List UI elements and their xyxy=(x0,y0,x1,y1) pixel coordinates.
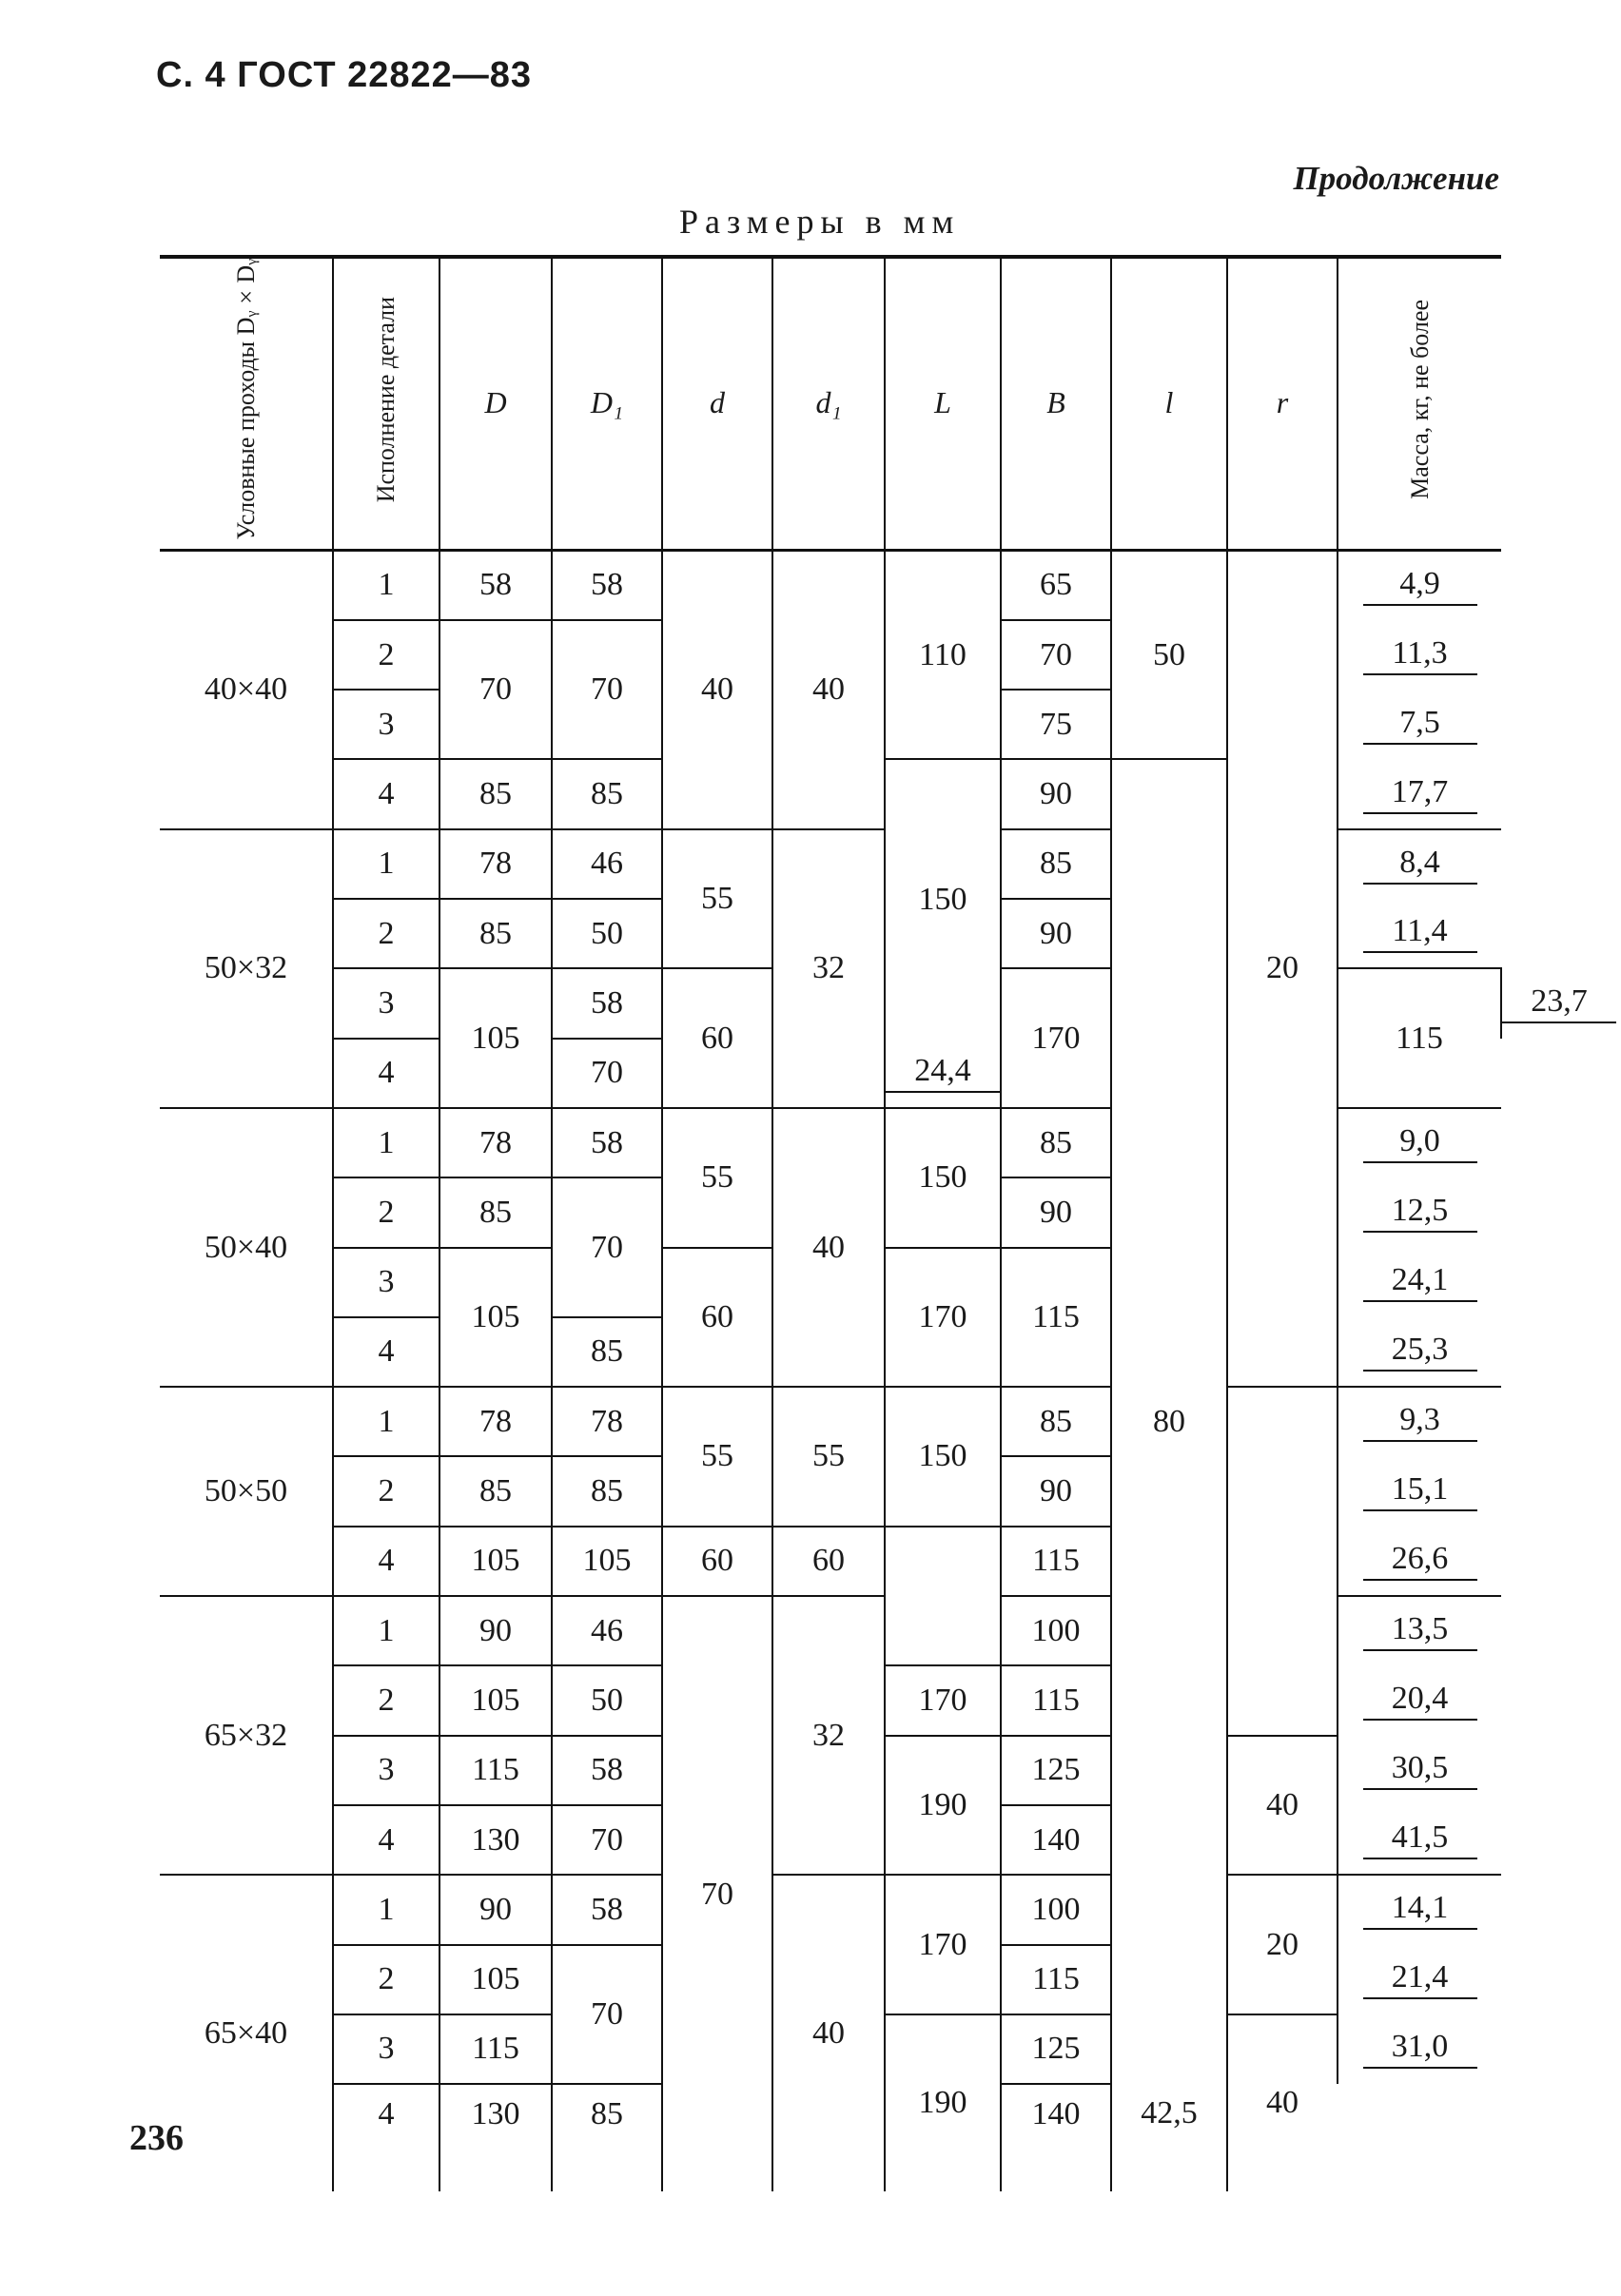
col-header-B: B xyxy=(1001,257,1111,550)
B-cell: 70 xyxy=(1001,620,1111,690)
mass-cell: 9,0 xyxy=(1338,1108,1501,1177)
L-cell: 150 xyxy=(885,759,1001,1038)
dn-cell: 50×40 xyxy=(160,1108,333,1387)
D-cell: 105 xyxy=(439,1248,552,1388)
variant-cell: 1 xyxy=(333,1875,439,1944)
B-cell: 90 xyxy=(1001,1177,1111,1247)
D1-cell: 58 xyxy=(552,1875,662,1944)
mass-cell: 25,3 xyxy=(1338,1317,1501,1387)
D-cell: 90 xyxy=(439,1596,552,1665)
variant-cell: 2 xyxy=(333,1456,439,1526)
continuation-label: Продолжение xyxy=(1293,160,1499,197)
table-row xyxy=(160,1736,1616,1805)
B-cell: 85 xyxy=(1001,1108,1111,1177)
D-cell: 85 xyxy=(439,899,552,968)
mass-cell: 14,1 xyxy=(1338,1875,1501,1944)
D1-cell: 70 xyxy=(552,1805,662,1875)
D1-cell: 70 xyxy=(552,1039,662,1108)
variant-cell: 2 xyxy=(333,899,439,968)
col-header-D: D xyxy=(439,257,552,550)
mass-cell: 30,5 xyxy=(1338,1736,1501,1805)
page-header: С. 4 ГОСТ 22822—83 xyxy=(156,55,533,95)
D-cell: 105 xyxy=(439,1945,552,2014)
B-cell: 85 xyxy=(1001,829,1111,899)
d-cell: 55 xyxy=(662,1387,772,1527)
D-cell: 85 xyxy=(439,759,552,828)
D-cell: 105 xyxy=(439,1527,552,1596)
r-cell xyxy=(1227,1387,1338,1735)
r-cell: 20 xyxy=(1227,1875,1338,2014)
col-header-r: r xyxy=(1227,257,1338,550)
mass-cell: 4,9 xyxy=(1338,550,1501,620)
variant-cell: 1 xyxy=(333,1387,439,1456)
mass-cell: 23,7 xyxy=(1501,968,1616,1038)
variant-cell: 4 xyxy=(333,1527,439,1596)
mass-cell: 8,4 xyxy=(1338,829,1501,899)
B-cell: 115 xyxy=(1001,1527,1111,1596)
D1-cell: 85 xyxy=(552,1317,662,1387)
d-cell: 40 xyxy=(662,550,772,829)
D-cell: 85 xyxy=(439,1177,552,1247)
r-cell: 40 xyxy=(1227,1736,1338,1876)
D1-cell: 46 xyxy=(552,829,662,899)
units-caption: Размеры в мм xyxy=(679,203,961,241)
d-cell: 55 xyxy=(662,1108,772,1248)
mass-cell: 12,5 xyxy=(1338,1177,1501,1247)
col-header-d: d xyxy=(662,257,772,550)
mass-cell: 15,1 xyxy=(1338,1456,1501,1526)
D1-cell: 46 xyxy=(552,1596,662,1665)
mass-cell: 31,0 xyxy=(1338,2014,1501,2084)
variant-cell: 3 xyxy=(333,968,439,1038)
dn-cell: 65×40 xyxy=(160,1875,333,2191)
l-cell: 80 xyxy=(1111,759,1227,2084)
B-cell: 100 xyxy=(1001,1596,1111,1665)
B-cell: 90 xyxy=(1001,759,1111,828)
D-cell: 78 xyxy=(439,1387,552,1456)
variant-cell: 4 xyxy=(333,759,439,828)
L-cell: 190 xyxy=(885,2014,1001,2191)
mass-cell: 20,4 xyxy=(1338,1665,1501,1735)
L-cell: 170 xyxy=(885,1665,1001,1735)
d1-cell: 55 xyxy=(772,1387,885,1527)
table-row xyxy=(160,1665,1616,1735)
variant-cell: 1 xyxy=(333,1108,439,1177)
L-cell: 150 xyxy=(885,1387,1001,1527)
D1-cell: 70 xyxy=(552,1945,662,2085)
r-cell: 40 xyxy=(1227,2014,1338,2191)
D-cell: 58 xyxy=(439,550,552,620)
d1-cell: 60 xyxy=(772,1527,885,1596)
B-cell: 65 xyxy=(1001,550,1111,620)
L-cell: 110 xyxy=(885,550,1001,759)
variant-cell: 3 xyxy=(333,2014,439,2084)
B-cell: 85 xyxy=(1001,1387,1111,1456)
col-header-variant: Исполнение детали xyxy=(333,257,439,550)
d1-cell: 40 xyxy=(772,1108,885,1387)
r-cell: 20 xyxy=(1227,550,1338,1387)
variant-cell: 1 xyxy=(333,1596,439,1665)
mass-cell: 17,7 xyxy=(1338,759,1501,828)
d1-cell: 40 xyxy=(772,1875,885,2191)
B-cell: 115 xyxy=(1001,1945,1111,2014)
table-row xyxy=(160,1875,1616,1944)
B-cell: 100 xyxy=(1001,1875,1111,1944)
mass-cell: 41,5 xyxy=(1338,1805,1501,1875)
D1-cell: 85 xyxy=(552,1456,662,1526)
table-row xyxy=(160,759,1616,828)
D-cell: 78 xyxy=(439,1108,552,1177)
B-cell: 125 xyxy=(1001,2014,1111,2084)
variant-cell: 4 xyxy=(333,1805,439,1875)
variant-cell: 4 xyxy=(333,1317,439,1387)
col-header-l: l xyxy=(1111,257,1227,550)
variant-cell: 4 xyxy=(333,2084,439,2191)
B-cell: 115 xyxy=(1338,968,1501,1108)
col-header-D1: D₁ xyxy=(552,257,662,550)
page-number: 236 xyxy=(129,2118,184,2158)
variant-cell: 3 xyxy=(333,1736,439,1805)
D-cell: 115 xyxy=(439,2014,552,2084)
col-header-dn: Условные проходы Dᵧ×Dᵧ xyxy=(160,257,333,550)
D-cell: 90 xyxy=(439,1875,552,1944)
B-cell: 75 xyxy=(1001,690,1111,759)
B-cell: 90 xyxy=(1001,899,1111,968)
d-cell: 55 xyxy=(662,829,772,969)
d-cell: 60 xyxy=(662,1248,772,1388)
dn-cell: 50×50 xyxy=(160,1387,333,1596)
L-cell: 170 xyxy=(885,1248,1001,1388)
dn-cell: 40×40 xyxy=(160,550,333,829)
d1-cell: 32 xyxy=(772,1596,885,1875)
d1-cell: 40 xyxy=(772,550,885,829)
D-cell: 130 xyxy=(439,1805,552,1875)
D-cell: 130 xyxy=(439,2084,552,2191)
D-cell: 70 xyxy=(439,620,552,760)
mass-cell: 21,4 xyxy=(1338,1945,1501,2014)
D-cell: 105 xyxy=(439,1665,552,1735)
d-cell: 70 xyxy=(662,1596,772,2191)
D-cell: 85 xyxy=(439,1456,552,1526)
l-cell: 50 xyxy=(1111,550,1227,759)
D1-cell: 78 xyxy=(552,1387,662,1456)
D1-cell: 70 xyxy=(552,1177,662,1317)
L-cell: 150 xyxy=(885,1108,1001,1248)
B-cell: 115 xyxy=(1001,1248,1111,1388)
mass-cell: 24,4 xyxy=(885,1039,1001,1108)
D-cell: 105 xyxy=(439,968,552,1108)
D1-cell: 50 xyxy=(552,899,662,968)
variant-cell: 3 xyxy=(333,1248,439,1317)
mass-cell: 11,4 xyxy=(1338,899,1501,968)
B-cell: 115 xyxy=(1001,1665,1111,1735)
D1-cell: 58 xyxy=(552,550,662,620)
variant-cell: 1 xyxy=(333,550,439,620)
mass-cell: 13,5 xyxy=(1338,1596,1501,1665)
L-cell: 190 xyxy=(885,1736,1001,1876)
variant-cell: 2 xyxy=(333,1665,439,1735)
col-header-L: L xyxy=(885,257,1001,550)
table-row xyxy=(160,1108,1616,1177)
col-header-d1: d₁ xyxy=(772,257,885,550)
variant-cell: 4 xyxy=(333,1039,439,1108)
col-header-mass: Масса, кг, не более xyxy=(1338,257,1501,550)
table-header-row xyxy=(160,257,1616,550)
L-cell: 170 xyxy=(885,1875,1001,2014)
D1-cell: 50 xyxy=(552,1665,662,1735)
variant-cell: 3 xyxy=(333,690,439,759)
D-cell: 115 xyxy=(439,1736,552,1805)
D1-cell: 85 xyxy=(552,759,662,828)
variant-cell: 2 xyxy=(333,1945,439,2014)
L-cell: 170 xyxy=(1001,968,1111,1108)
L-cell xyxy=(885,1527,1001,1666)
mass-cell: 26,6 xyxy=(1338,1527,1501,1596)
mass-cell: 42,5 xyxy=(1111,2084,1227,2191)
dn-cell: 50×32 xyxy=(160,829,333,1108)
table-row xyxy=(160,550,1616,620)
B-cell: 90 xyxy=(1001,1456,1111,1526)
variant-cell: 1 xyxy=(333,829,439,899)
variant-cell: 2 xyxy=(333,620,439,690)
B-cell: 125 xyxy=(1001,1736,1111,1805)
table-row xyxy=(160,1527,1616,1596)
dimensions-table xyxy=(160,255,1616,2191)
D1-cell: 85 xyxy=(552,2084,662,2191)
D1-cell: 58 xyxy=(552,1736,662,1805)
D1-cell: 58 xyxy=(552,1108,662,1177)
D1-cell: 70 xyxy=(552,620,662,760)
B-cell: 140 xyxy=(1001,2084,1111,2191)
d1-cell: 32 xyxy=(772,829,885,1108)
D1-cell: 58 xyxy=(552,968,662,1038)
D-cell: 78 xyxy=(439,829,552,899)
variant-cell: 2 xyxy=(333,1177,439,1247)
table-row xyxy=(160,2014,1616,2084)
B-cell: 140 xyxy=(1001,1805,1111,1875)
table-row xyxy=(160,1387,1616,1456)
table-row xyxy=(160,1248,1616,1317)
D1-cell: 105 xyxy=(552,1527,662,1596)
d-cell: 60 xyxy=(662,1527,772,1596)
mass-cell: 7,5 xyxy=(1338,690,1501,759)
mass-cell: 11,3 xyxy=(1338,620,1501,690)
mass-cell: 9,3 xyxy=(1338,1387,1501,1456)
d-cell: 60 xyxy=(662,968,772,1108)
dn-cell: 65×32 xyxy=(160,1596,333,1875)
mass-cell: 24,1 xyxy=(1338,1248,1501,1317)
